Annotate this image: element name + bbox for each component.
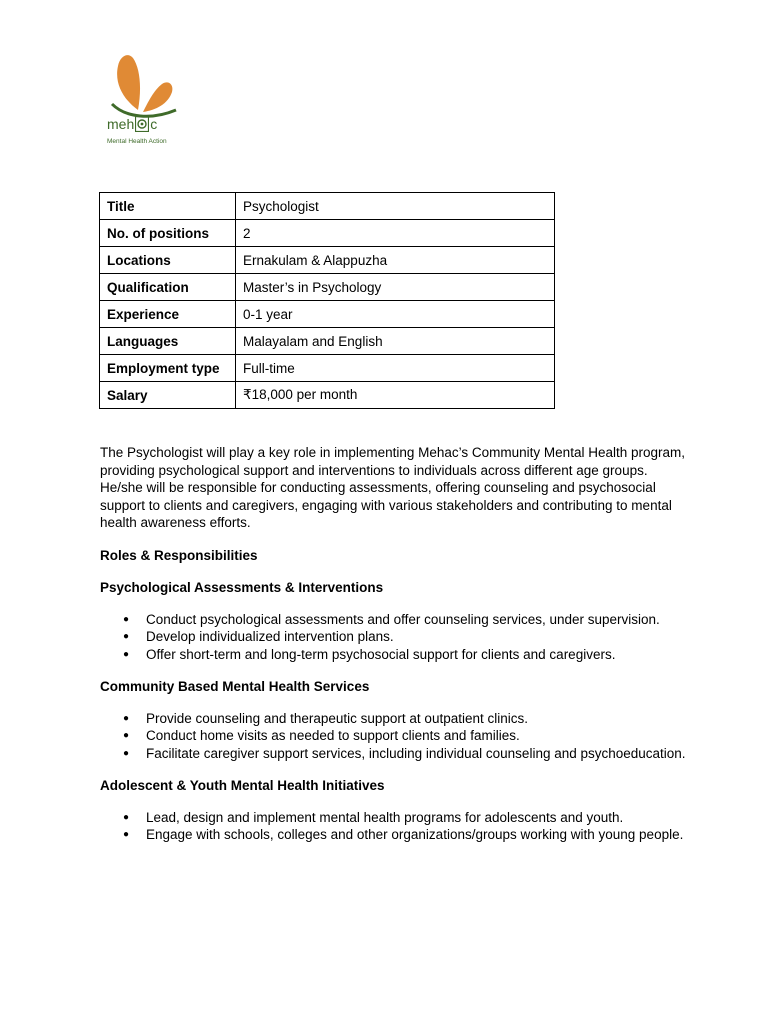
table-row (100, 301, 555, 328)
section-heading: Community Based Mental Health Services (100, 679, 370, 694)
table-row (100, 220, 555, 247)
table-row (100, 274, 555, 301)
table-row (100, 328, 555, 355)
table-label: Experience (100, 301, 236, 328)
table-value: 2 (236, 220, 555, 247)
table-label: Languages (100, 328, 236, 355)
table-label: Qualification (100, 274, 236, 301)
table-row (100, 193, 555, 220)
list-item: ● Provide counseling and therapeutic support at outpatient clinics. (146, 710, 690, 728)
logo-tagline: Mental Health Action (107, 138, 167, 145)
table-label: Title (100, 193, 236, 220)
list-item: ● Conduct psychological assessments and offer counseling services, under supervision. (146, 611, 690, 629)
table-label: Employment type (100, 355, 236, 382)
intro-paragraph: The Psychologist will play a key role in implementing Mehac’s Community Mental Health program, providing psychological support and interventions to individuals across different age groups. He/she will be responsible for conducting assessments, offering counseling and psychosocial support to clients and caregivers, engaging with various stakeholders and contributing to mental health awareness efforts. (100, 445, 685, 530)
list-item: ● Facilitate caregiver support services, including individual counseling and psychoeducation. (146, 745, 690, 763)
butterfly-icon (104, 46, 184, 126)
table-value: Psychologist (236, 193, 555, 220)
job-description (100, 444, 690, 859)
logo-wordmark-right: c (150, 116, 158, 132)
section-heading: Psychological Assessments & Interventions (100, 580, 384, 595)
list-item: ● Offer short-term and long-term psychosocial support for clients and caregivers. (146, 646, 690, 664)
table-row (100, 247, 555, 274)
bullet-list (100, 809, 690, 844)
spiral-a-icon (135, 116, 149, 132)
roles-heading: Roles & Responsibilities (100, 547, 258, 563)
logo-wordmark-left: meh (107, 116, 135, 132)
mehac-logo (104, 46, 184, 154)
table-label: No. of positions (100, 220, 236, 247)
table-value: Full-time (236, 355, 555, 382)
table-value: Malayalam and English (236, 328, 555, 355)
section-heading: Adolescent & Youth Mental Health Initiatives (100, 778, 385, 793)
table-value: ₹18,000 per month (236, 382, 555, 409)
list-item: ● Engage with schools, colleges and other organizations/groups working with young people. (146, 826, 690, 844)
table-value: 0-1 year (236, 301, 555, 328)
bullet-list (100, 710, 690, 763)
list-item: ● Conduct home visits as needed to support clients and families. (146, 727, 690, 745)
table-row (100, 355, 555, 382)
table-row (100, 382, 555, 409)
table-value: Master’s in Psychology (236, 274, 555, 301)
logo-wordmark (107, 116, 157, 132)
table-label: Locations (100, 247, 236, 274)
table-value: Ernakulam & Alappuzha (236, 247, 555, 274)
job-info-table (99, 192, 555, 409)
table-label: Salary (100, 382, 236, 409)
bullet-list (100, 611, 690, 664)
list-item: ● Lead, design and implement mental health programs for adolescents and youth. (146, 809, 690, 827)
list-item: ● Develop individualized intervention plans. (146, 628, 690, 646)
